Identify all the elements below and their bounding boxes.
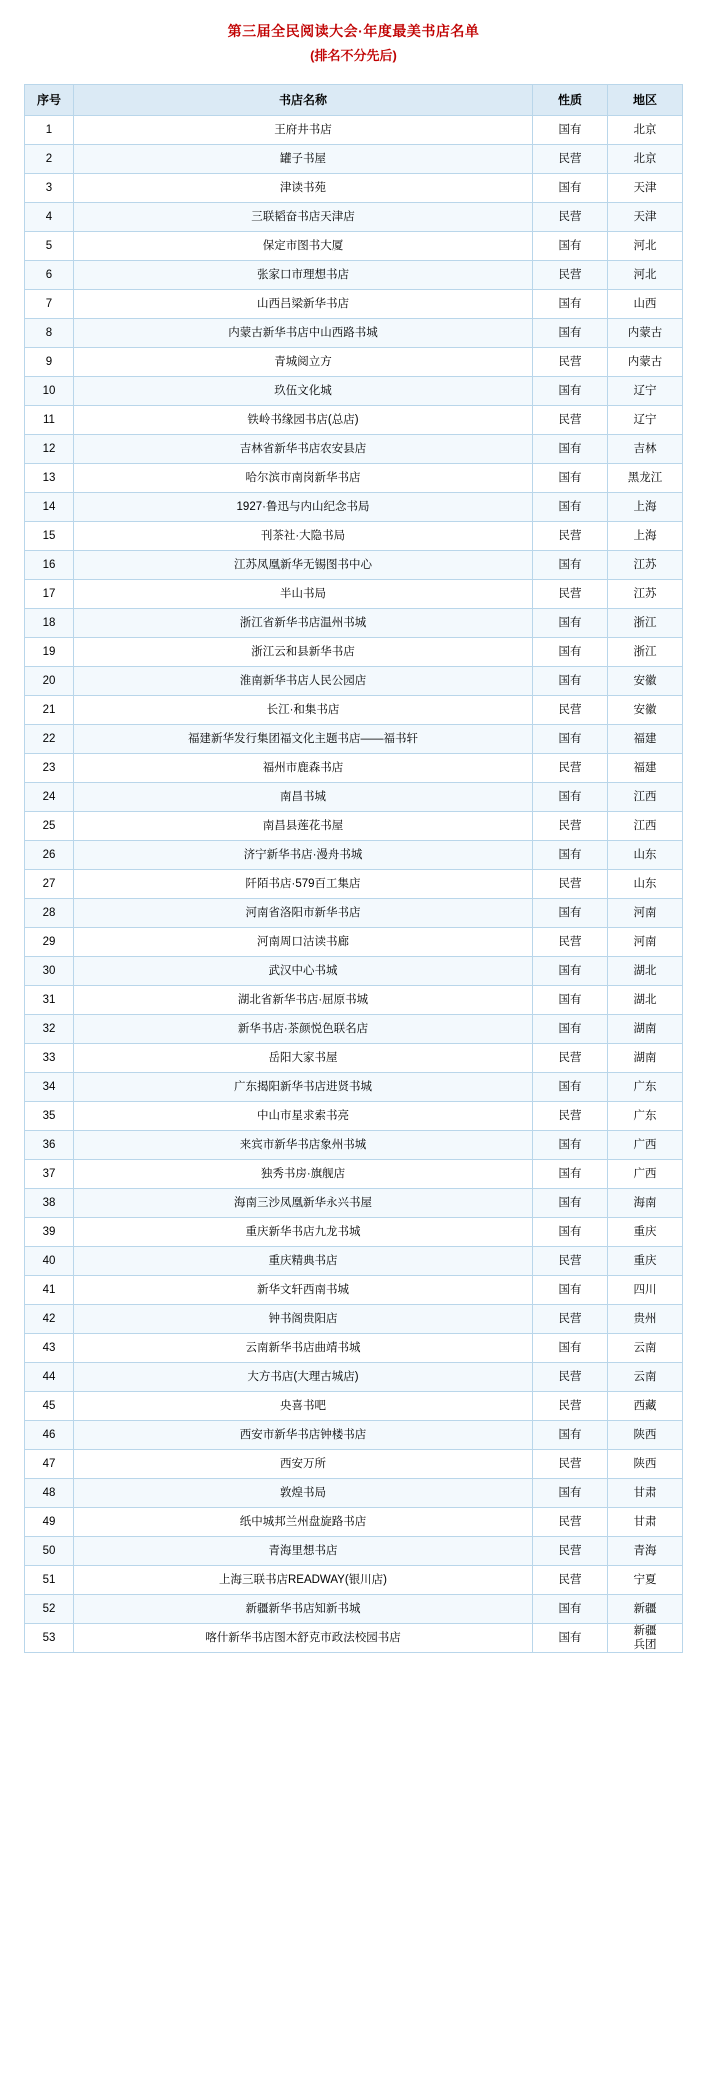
cell-bookstore-name: 淮南新华书店人民公园店 [74, 667, 533, 696]
table-row [25, 1189, 683, 1218]
cell-no: 27 [25, 870, 74, 899]
cell-region: 福建 [608, 725, 683, 754]
table-row [25, 1363, 683, 1392]
table-row [25, 1015, 683, 1044]
cell-region: 新疆 兵团 [608, 1624, 683, 1653]
cell-bookstore-name: 上海三联书店READWAY(银川店) [74, 1566, 533, 1595]
cell-no: 38 [25, 1189, 74, 1218]
cell-ownership-type: 国有 [533, 667, 608, 696]
table-row [25, 1305, 683, 1334]
table-row [25, 1479, 683, 1508]
table-row [25, 1566, 683, 1595]
cell-bookstore-name: 喀什新华书店图木舒克市政法校园书店 [74, 1624, 533, 1653]
document-title-block [24, 18, 683, 68]
cell-no: 13 [25, 464, 74, 493]
cell-region: 青海 [608, 1537, 683, 1566]
table-row [25, 725, 683, 754]
table-row [25, 493, 683, 522]
cell-region: 浙江 [608, 638, 683, 667]
cell-no: 7 [25, 290, 74, 319]
cell-ownership-type: 民营 [533, 1537, 608, 1566]
table-row [25, 696, 683, 725]
cell-bookstore-name: 南昌县莲花书屋 [74, 812, 533, 841]
cell-no: 3 [25, 174, 74, 203]
cell-ownership-type: 国有 [533, 1160, 608, 1189]
cell-no: 35 [25, 1102, 74, 1131]
cell-bookstore-name: 云南新华书店曲靖书城 [74, 1334, 533, 1363]
cell-no: 25 [25, 812, 74, 841]
table-row [25, 464, 683, 493]
cell-ownership-type: 国有 [533, 1479, 608, 1508]
cell-bookstore-name: 新华书店·茶颜悦色联名店 [74, 1015, 533, 1044]
table-row [25, 1247, 683, 1276]
cell-no: 39 [25, 1218, 74, 1247]
cell-no: 24 [25, 783, 74, 812]
table-row [25, 116, 683, 145]
cell-ownership-type: 国有 [533, 957, 608, 986]
cell-no: 4 [25, 203, 74, 232]
table-row [25, 638, 683, 667]
cell-region: 江西 [608, 783, 683, 812]
table-row [25, 319, 683, 348]
cell-bookstore-name: 敦煌书局 [74, 1479, 533, 1508]
table-row [25, 1276, 683, 1305]
cell-region: 山西 [608, 290, 683, 319]
table-row [25, 986, 683, 1015]
cell-no: 48 [25, 1479, 74, 1508]
cell-region: 新疆 [608, 1595, 683, 1624]
cell-bookstore-name: 央喜书吧 [74, 1392, 533, 1421]
table-row [25, 1624, 683, 1653]
cell-ownership-type: 民营 [533, 870, 608, 899]
cell-region: 重庆 [608, 1247, 683, 1276]
cell-no: 31 [25, 986, 74, 1015]
cell-region: 安徽 [608, 696, 683, 725]
cell-ownership-type: 国有 [533, 464, 608, 493]
cell-region: 广东 [608, 1073, 683, 1102]
table-row [25, 232, 683, 261]
cell-region: 重庆 [608, 1218, 683, 1247]
cell-bookstore-name: 青城阅立方 [74, 348, 533, 377]
cell-bookstore-name: 福建新华发行集团福文化主题书店——福书轩 [74, 725, 533, 754]
cell-region: 江苏 [608, 551, 683, 580]
cell-bookstore-name: 河南周口沽读书廊 [74, 928, 533, 957]
cell-no: 42 [25, 1305, 74, 1334]
table-row [25, 377, 683, 406]
cell-no: 40 [25, 1247, 74, 1276]
cell-bookstore-name: 保定市图书大厦 [74, 232, 533, 261]
cell-no: 44 [25, 1363, 74, 1392]
table-row [25, 1595, 683, 1624]
table-row [25, 1160, 683, 1189]
cell-bookstore-name: 重庆精典书店 [74, 1247, 533, 1276]
cell-bookstore-name: 岳阳大家书屋 [74, 1044, 533, 1073]
cell-region: 北京 [608, 145, 683, 174]
cell-no: 53 [25, 1624, 74, 1653]
cell-bookstore-name: 浙江云和县新华书店 [74, 638, 533, 667]
table-row [25, 1334, 683, 1363]
cell-bookstore-name: 王府井书店 [74, 116, 533, 145]
cell-ownership-type: 国有 [533, 116, 608, 145]
cell-bookstore-name: 江苏凤凰新华无锡图书中心 [74, 551, 533, 580]
cell-bookstore-name: 来宾市新华书店象州书城 [74, 1131, 533, 1160]
cell-ownership-type: 国有 [533, 841, 608, 870]
cell-region: 贵州 [608, 1305, 683, 1334]
cell-region: 云南 [608, 1334, 683, 1363]
cell-ownership-type: 国有 [533, 1421, 608, 1450]
cell-ownership-type: 国有 [533, 1595, 608, 1624]
cell-bookstore-name: 钟书阁贵阳店 [74, 1305, 533, 1334]
page-subtitle: (排名不分先后) [310, 48, 397, 63]
cell-region: 浙江 [608, 609, 683, 638]
cell-bookstore-name: 西安万所 [74, 1450, 533, 1479]
cell-region: 河南 [608, 928, 683, 957]
cell-ownership-type: 国有 [533, 638, 608, 667]
cell-ownership-type: 民营 [533, 580, 608, 609]
table-row [25, 1508, 683, 1537]
cell-bookstore-name: 山西吕梁新华书店 [74, 290, 533, 319]
cell-bookstore-name: 湖北省新华书店·屈原书城 [74, 986, 533, 1015]
cell-region: 湖南 [608, 1015, 683, 1044]
cell-bookstore-name: 独秀书房·旗舰店 [74, 1160, 533, 1189]
cell-bookstore-name: 铁岭书缘园书店(总店) [74, 406, 533, 435]
cell-ownership-type: 国有 [533, 551, 608, 580]
cell-bookstore-name: 长江·和集书店 [74, 696, 533, 725]
cell-bookstore-name: 1927·鲁迅与内山纪念书局 [74, 493, 533, 522]
table-row [25, 812, 683, 841]
cell-region: 山东 [608, 841, 683, 870]
cell-ownership-type: 国有 [533, 899, 608, 928]
cell-region: 内蒙古 [608, 348, 683, 377]
cell-bookstore-name: 浙江省新华书店温州书城 [74, 609, 533, 638]
cell-no: 1 [25, 116, 74, 145]
cell-no: 6 [25, 261, 74, 290]
table-row [25, 145, 683, 174]
cell-ownership-type: 民营 [533, 1392, 608, 1421]
table-row [25, 1537, 683, 1566]
cell-region: 内蒙古 [608, 319, 683, 348]
cell-ownership-type: 民营 [533, 1305, 608, 1334]
table-row [25, 1218, 683, 1247]
table-header-row [25, 85, 683, 116]
table-row [25, 290, 683, 319]
cell-region: 广东 [608, 1102, 683, 1131]
cell-ownership-type: 民营 [533, 1363, 608, 1392]
cell-no: 43 [25, 1334, 74, 1363]
cell-ownership-type: 民营 [533, 406, 608, 435]
cell-region: 山东 [608, 870, 683, 899]
cell-no: 9 [25, 348, 74, 377]
cell-ownership-type: 国有 [533, 609, 608, 638]
cell-ownership-type: 民营 [533, 1044, 608, 1073]
cell-ownership-type: 国有 [533, 1073, 608, 1102]
cell-region: 甘肃 [608, 1479, 683, 1508]
cell-ownership-type: 民营 [533, 203, 608, 232]
cell-region: 甘肃 [608, 1508, 683, 1537]
cell-bookstore-name: 玖伍文化城 [74, 377, 533, 406]
table-row [25, 522, 683, 551]
table-row [25, 957, 683, 986]
cell-no: 52 [25, 1595, 74, 1624]
cell-region: 宁夏 [608, 1566, 683, 1595]
cell-ownership-type: 民营 [533, 1450, 608, 1479]
cell-bookstore-name: 哈尔滨市南岗新华书店 [74, 464, 533, 493]
cell-region: 广西 [608, 1160, 683, 1189]
cell-region: 江苏 [608, 580, 683, 609]
cell-no: 10 [25, 377, 74, 406]
cell-no: 5 [25, 232, 74, 261]
bookstore-list-table [24, 84, 683, 1653]
cell-ownership-type: 国有 [533, 174, 608, 203]
cell-ownership-type: 国有 [533, 1131, 608, 1160]
cell-region: 天津 [608, 174, 683, 203]
cell-bookstore-name: 武汉中心书城 [74, 957, 533, 986]
cell-no: 33 [25, 1044, 74, 1073]
table-row [25, 609, 683, 638]
table-row [25, 783, 683, 812]
cell-ownership-type: 国有 [533, 1189, 608, 1218]
cell-region: 辽宁 [608, 406, 683, 435]
table-row [25, 1392, 683, 1421]
cell-ownership-type: 国有 [533, 1334, 608, 1363]
table-row [25, 174, 683, 203]
table-row [25, 580, 683, 609]
cell-no: 19 [25, 638, 74, 667]
cell-no: 50 [25, 1537, 74, 1566]
cell-no: 20 [25, 667, 74, 696]
table-row [25, 754, 683, 783]
cell-no: 18 [25, 609, 74, 638]
table-header [25, 85, 683, 116]
cell-no: 16 [25, 551, 74, 580]
cell-no: 12 [25, 435, 74, 464]
table-body [25, 116, 683, 1653]
cell-bookstore-name: 半山书局 [74, 580, 533, 609]
table-row [25, 203, 683, 232]
column-header-name: 书店名称 [74, 85, 533, 116]
cell-region: 西藏 [608, 1392, 683, 1421]
cell-ownership-type: 民营 [533, 1566, 608, 1595]
cell-no: 30 [25, 957, 74, 986]
cell-ownership-type: 民营 [533, 145, 608, 174]
cell-bookstore-name: 新疆新华书店知新书城 [74, 1595, 533, 1624]
cell-region: 安徽 [608, 667, 683, 696]
cell-bookstore-name: 中山市星求索书亮 [74, 1102, 533, 1131]
cell-bookstore-name: 南昌书城 [74, 783, 533, 812]
cell-bookstore-name: 重庆新华书店九龙书城 [74, 1218, 533, 1247]
cell-bookstore-name: 张家口市理想书店 [74, 261, 533, 290]
cell-bookstore-name: 纸中城邦兰州盘旋路书店 [74, 1508, 533, 1537]
cell-ownership-type: 国有 [533, 725, 608, 754]
cell-region: 湖北 [608, 986, 683, 1015]
cell-no: 2 [25, 145, 74, 174]
cell-no: 51 [25, 1566, 74, 1595]
table-row [25, 1073, 683, 1102]
table-row [25, 841, 683, 870]
cell-ownership-type: 民营 [533, 1247, 608, 1276]
cell-no: 32 [25, 1015, 74, 1044]
cell-bookstore-name: 河南省洛阳市新华书店 [74, 899, 533, 928]
cell-no: 29 [25, 928, 74, 957]
table-row [25, 261, 683, 290]
cell-region: 河南 [608, 899, 683, 928]
cell-no: 46 [25, 1421, 74, 1450]
cell-region: 湖南 [608, 1044, 683, 1073]
table-row [25, 1450, 683, 1479]
table-row [25, 348, 683, 377]
cell-region: 广西 [608, 1131, 683, 1160]
cell-ownership-type: 民营 [533, 928, 608, 957]
column-header-region: 地区 [608, 85, 683, 116]
table-row [25, 435, 683, 464]
cell-bookstore-name: 刊茶社·大隐书局 [74, 522, 533, 551]
cell-region: 北京 [608, 116, 683, 145]
cell-ownership-type: 国有 [533, 986, 608, 1015]
cell-ownership-type: 民营 [533, 522, 608, 551]
cell-ownership-type: 国有 [533, 319, 608, 348]
cell-region: 湖北 [608, 957, 683, 986]
page-title: 第三届全民阅读大会·年度最美书店名单 [227, 23, 480, 39]
cell-bookstore-name: 津读书苑 [74, 174, 533, 203]
cell-no: 11 [25, 406, 74, 435]
cell-bookstore-name: 三联韬奋书店天津店 [74, 203, 533, 232]
cell-region: 辽宁 [608, 377, 683, 406]
cell-ownership-type: 国有 [533, 290, 608, 319]
cell-ownership-type: 民营 [533, 348, 608, 377]
cell-no: 45 [25, 1392, 74, 1421]
cell-no: 22 [25, 725, 74, 754]
table-row [25, 1421, 683, 1450]
cell-region: 福建 [608, 754, 683, 783]
cell-region: 四川 [608, 1276, 683, 1305]
cell-no: 37 [25, 1160, 74, 1189]
table-row [25, 667, 683, 696]
cell-region: 黑龙江 [608, 464, 683, 493]
cell-ownership-type: 国有 [533, 1276, 608, 1305]
cell-bookstore-name: 内蒙古新华书店中山西路书城 [74, 319, 533, 348]
cell-bookstore-name: 广东揭阳新华书店进贤书城 [74, 1073, 533, 1102]
cell-bookstore-name: 新华文轩西南书城 [74, 1276, 533, 1305]
cell-no: 34 [25, 1073, 74, 1102]
cell-ownership-type: 国有 [533, 377, 608, 406]
cell-bookstore-name: 济宁新华书店·漫舟书城 [74, 841, 533, 870]
cell-region: 吉林 [608, 435, 683, 464]
table-row [25, 899, 683, 928]
cell-no: 49 [25, 1508, 74, 1537]
cell-ownership-type: 国有 [533, 783, 608, 812]
table-row [25, 406, 683, 435]
column-header-no: 序号 [25, 85, 74, 116]
cell-bookstore-name: 大方书店(大理古城店) [74, 1363, 533, 1392]
cell-region: 海南 [608, 1189, 683, 1218]
cell-ownership-type: 民营 [533, 261, 608, 290]
cell-ownership-type: 国有 [533, 493, 608, 522]
column-header-type: 性质 [533, 85, 608, 116]
cell-no: 21 [25, 696, 74, 725]
cell-region: 上海 [608, 522, 683, 551]
cell-ownership-type: 民营 [533, 754, 608, 783]
cell-region: 云南 [608, 1363, 683, 1392]
cell-region: 陕西 [608, 1450, 683, 1479]
cell-bookstore-name: 福州市鹿森书店 [74, 754, 533, 783]
table-row [25, 928, 683, 957]
cell-bookstore-name: 西安市新华书店钟楼书店 [74, 1421, 533, 1450]
cell-ownership-type: 民营 [533, 1508, 608, 1537]
cell-bookstore-name: 阡陌书店·579百工集店 [74, 870, 533, 899]
table-row [25, 1044, 683, 1073]
cell-no: 28 [25, 899, 74, 928]
cell-bookstore-name: 罐子书屋 [74, 145, 533, 174]
cell-ownership-type: 国有 [533, 1218, 608, 1247]
table-row [25, 551, 683, 580]
cell-ownership-type: 国有 [533, 232, 608, 261]
cell-ownership-type: 国有 [533, 1624, 608, 1653]
cell-no: 41 [25, 1276, 74, 1305]
table-row [25, 870, 683, 899]
cell-no: 14 [25, 493, 74, 522]
cell-region: 陕西 [608, 1421, 683, 1450]
cell-bookstore-name: 海南三沙凤凰新华永兴书屋 [74, 1189, 533, 1218]
cell-region: 河北 [608, 261, 683, 290]
cell-bookstore-name: 青海里想书店 [74, 1537, 533, 1566]
cell-region: 河北 [608, 232, 683, 261]
cell-no: 15 [25, 522, 74, 551]
cell-bookstore-name: 吉林省新华书店农安县店 [74, 435, 533, 464]
cell-ownership-type: 国有 [533, 435, 608, 464]
table-row [25, 1131, 683, 1160]
cell-ownership-type: 民营 [533, 812, 608, 841]
cell-ownership-type: 国有 [533, 1015, 608, 1044]
cell-no: 26 [25, 841, 74, 870]
cell-no: 47 [25, 1450, 74, 1479]
cell-ownership-type: 民营 [533, 696, 608, 725]
cell-ownership-type: 民营 [533, 1102, 608, 1131]
cell-region: 上海 [608, 493, 683, 522]
table-row [25, 1102, 683, 1131]
cell-region: 江西 [608, 812, 683, 841]
cell-no: 17 [25, 580, 74, 609]
cell-region: 天津 [608, 203, 683, 232]
cell-no: 36 [25, 1131, 74, 1160]
cell-no: 23 [25, 754, 74, 783]
cell-no: 8 [25, 319, 74, 348]
